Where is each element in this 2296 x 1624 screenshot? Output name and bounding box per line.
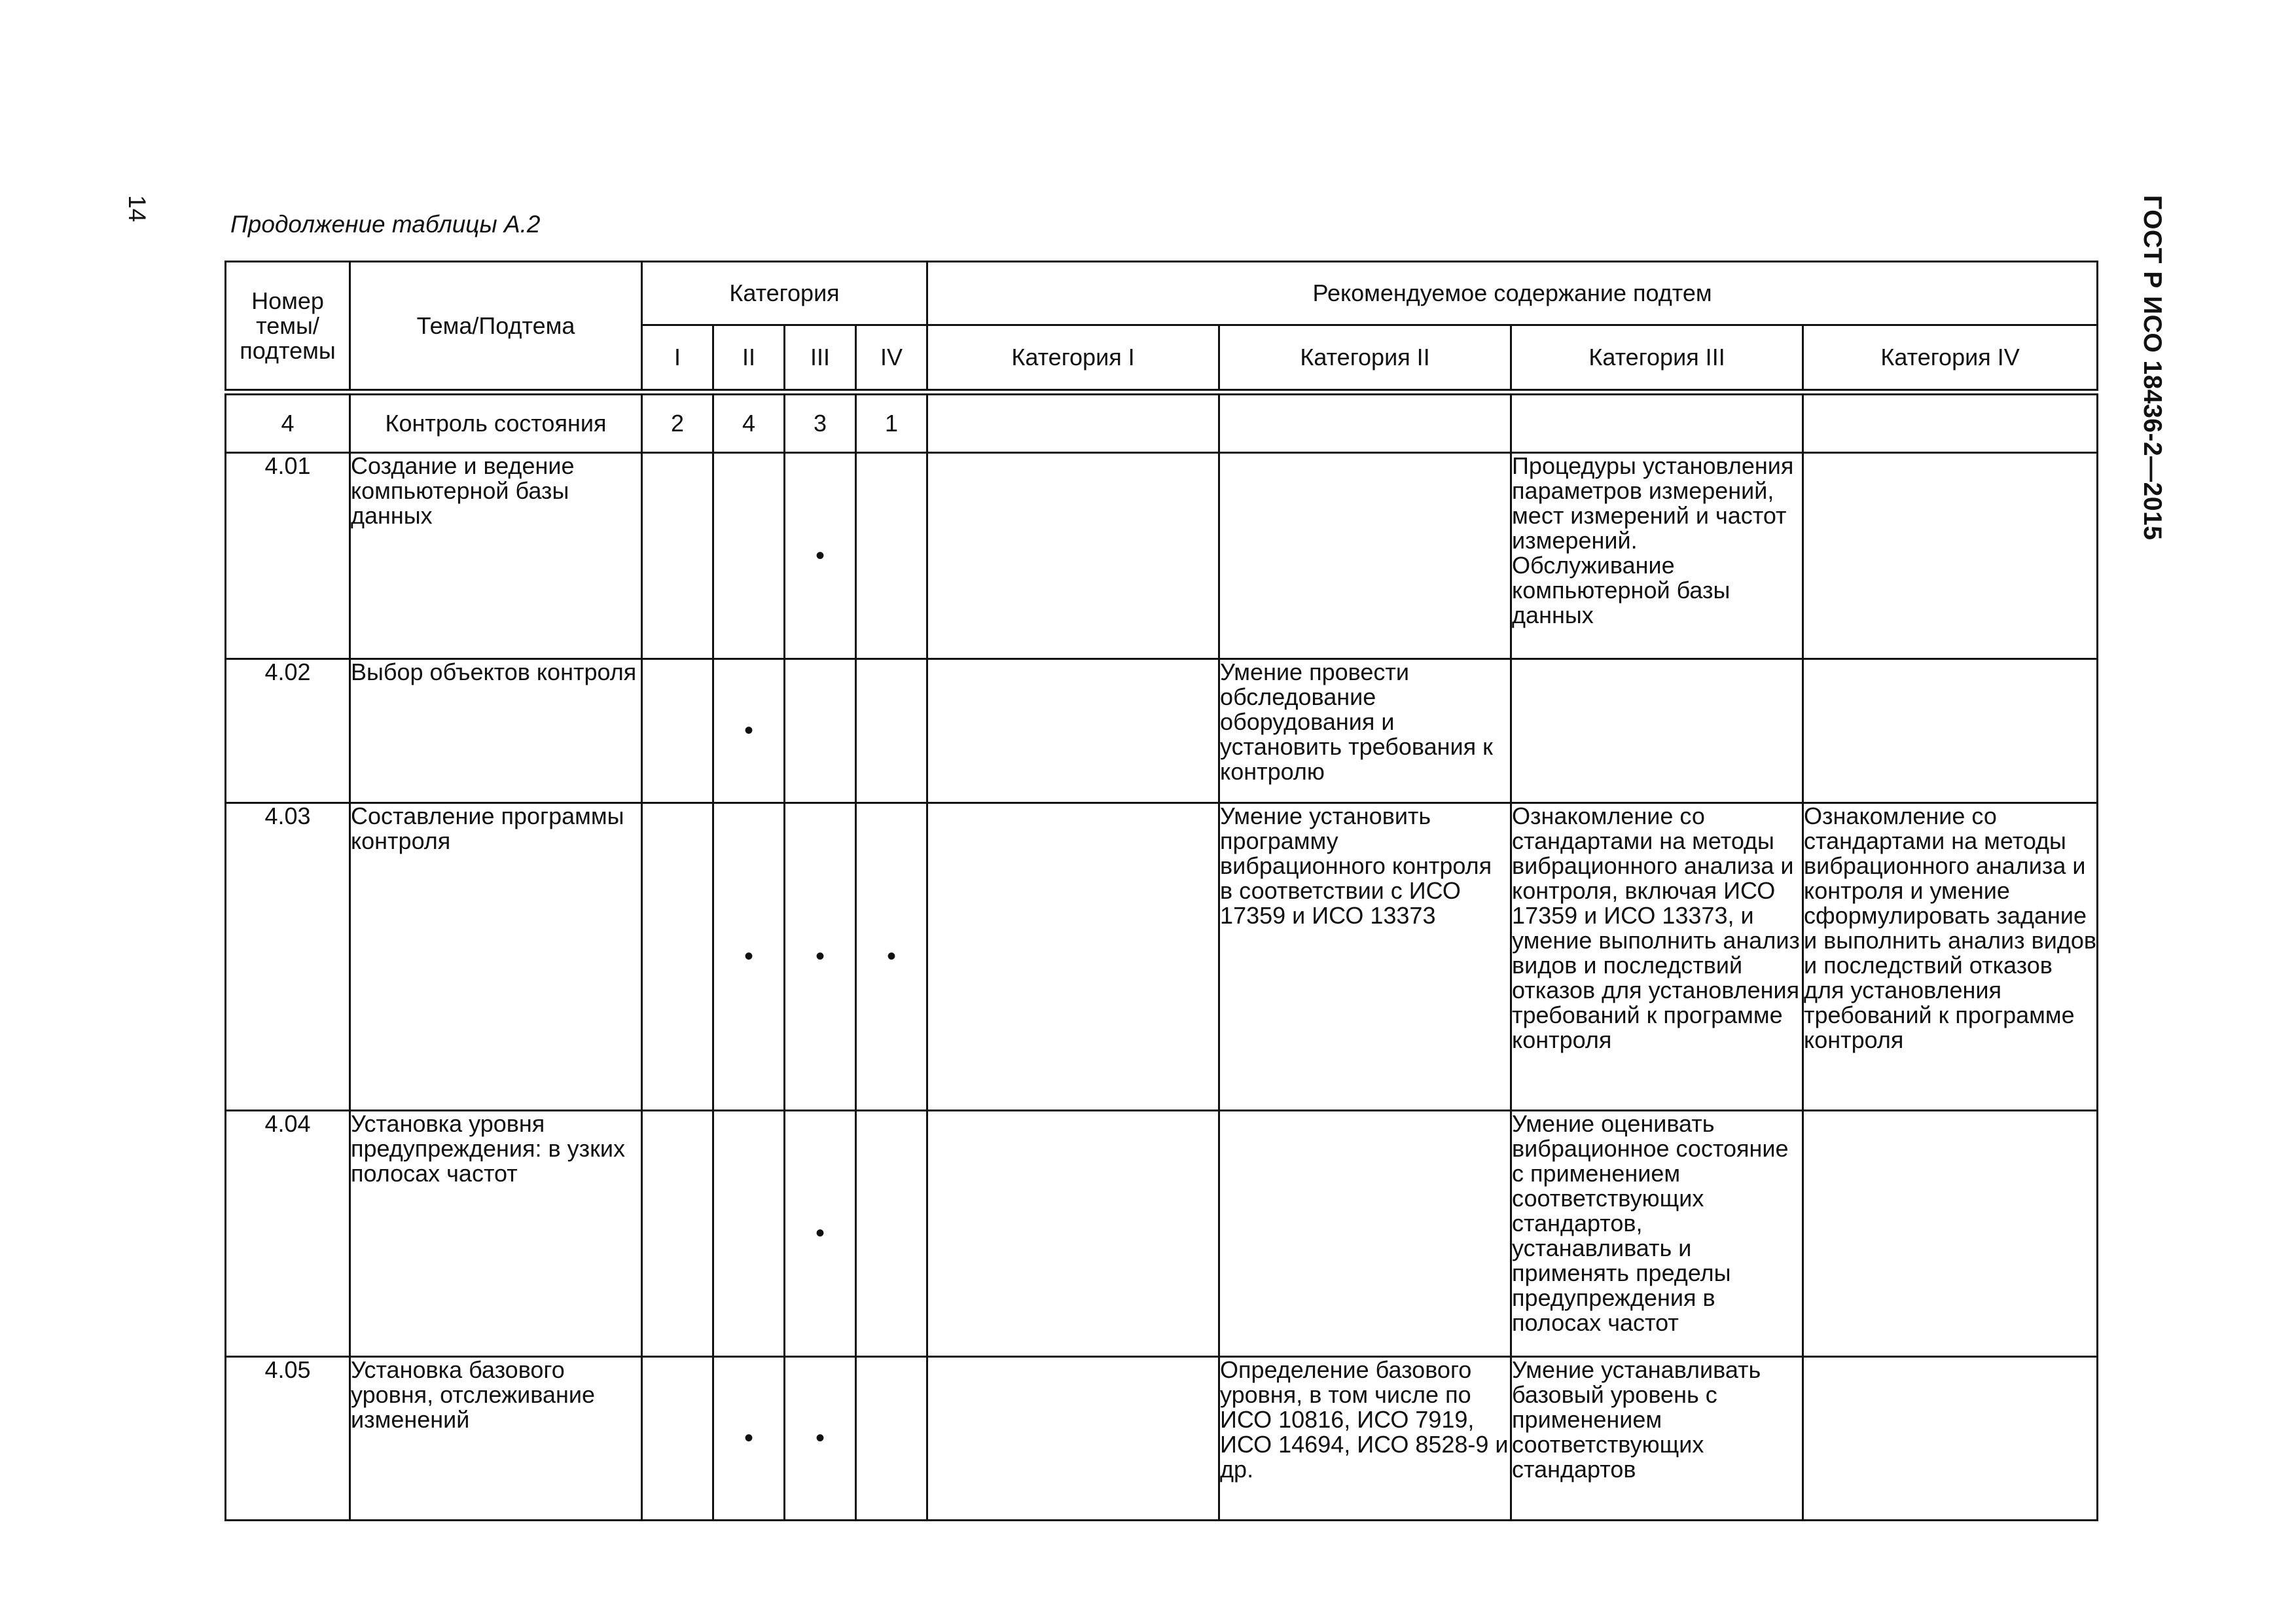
content-cell: Ознакомление со стандартами на методы вибрационного анализа и контроля, включая ИСО 17359 и ИСО 13373, и умение выполнить анализ видов и последствий отказов для установления требований к программе контроля — [1511, 803, 1803, 1110]
content-cell — [1803, 392, 2098, 452]
content-cell — [1803, 452, 2098, 659]
table-row — [226, 392, 2098, 452]
category-count: 1 — [856, 392, 927, 452]
header-recommended-content: Рекомендуемое содержание подтем — [927, 262, 2098, 325]
row-topic: Создание и ведение компьютерной базы данных — [350, 452, 642, 659]
table-row — [226, 659, 2098, 803]
category-mark: • — [785, 1110, 856, 1356]
standard-designation: ГОСТ Р ИСО 18436-2—2015 — [2138, 195, 2166, 541]
table-caption: Продолжение таблицы А.2 — [230, 211, 541, 238]
category-mark: • — [713, 659, 785, 803]
content-cell — [927, 1356, 1219, 1520]
category-mark — [642, 452, 713, 659]
header-number: Номер темы/ подтемы — [226, 262, 350, 393]
category-count: 2 — [642, 392, 713, 452]
content-cell — [927, 803, 1219, 1110]
header-cat-roman: I — [642, 325, 713, 393]
header-topic: Тема/Подтема — [350, 262, 642, 393]
topics-table — [224, 261, 2098, 1521]
category-mark: • — [713, 1356, 785, 1520]
row-topic: Контроль состояния — [350, 392, 642, 452]
content-cell — [927, 659, 1219, 803]
table-row — [226, 1110, 2098, 1356]
category-mark — [642, 659, 713, 803]
content-cell: Ознакомление со стандартами на методы вибрационного анализа и контроля и умение сформулировать задание и выполнить анализ видов и последствий отказов для установления требований к программе контроля — [1803, 803, 2098, 1110]
content-cell — [927, 452, 1219, 659]
table-row — [226, 1356, 2098, 1520]
category-mark: • — [713, 803, 785, 1110]
content-cell: Процедуры установления параметров измерений, мест измерений и частот измерений. Обслуживание компьютерной базы данных — [1511, 452, 1803, 659]
header-row — [226, 262, 2098, 325]
content-cell — [1219, 452, 1511, 659]
content-cell — [1803, 659, 2098, 803]
content-cell: Умение установить программу вибрационного контроля в соответствии с ИСО 17359 и ИСО 13373 — [1219, 803, 1511, 1110]
content-cell — [1511, 392, 1803, 452]
table-row — [226, 452, 2098, 659]
header-category: Категория — [642, 262, 927, 325]
header-content-category: Категория IV — [1803, 325, 2098, 393]
row-topic: Выбор объектов контроля — [350, 659, 642, 803]
category-mark — [642, 1356, 713, 1520]
category-mark: • — [856, 803, 927, 1110]
category-mark — [856, 1110, 927, 1356]
content-cell — [1803, 1110, 2098, 1356]
content-cell: Умение оценивать вибрационное состояние с применением соответствующих стандартов, устанавливать и применять пределы предупреждения в полосах частот — [1511, 1110, 1803, 1356]
header-content-category: Категория III — [1511, 325, 1803, 393]
header-cat-roman: IV — [856, 325, 927, 393]
category-mark — [856, 659, 927, 803]
content-cell — [927, 1110, 1219, 1356]
table-row — [226, 803, 2098, 1110]
content-cell — [1219, 392, 1511, 452]
header-cat-roman: III — [785, 325, 856, 393]
content-cell: Определение базового уровня, в том числе по ИСО 10816, ИСО 7919, ИСО 14694, ИСО 8528-9 и др. — [1219, 1356, 1511, 1520]
row-number: 4.03 — [226, 803, 350, 1110]
category-mark — [713, 1110, 785, 1356]
row-number: 4.05 — [226, 1356, 350, 1520]
header-content-category: Категория I — [927, 325, 1219, 393]
content-cell — [927, 392, 1219, 452]
category-mark — [713, 452, 785, 659]
category-mark — [642, 803, 713, 1110]
page-number: 14 — [124, 195, 151, 223]
header-content-category: Категория II — [1219, 325, 1511, 393]
category-mark: • — [785, 452, 856, 659]
category-count: 3 — [785, 392, 856, 452]
content-cell: Умение провести обследование оборудования и установить требования к контролю — [1219, 659, 1511, 803]
category-mark — [785, 659, 856, 803]
content-cell — [1219, 1110, 1511, 1356]
header-cat-roman: II — [713, 325, 785, 393]
category-mark: • — [785, 803, 856, 1110]
row-number: 4.01 — [226, 452, 350, 659]
content-cell — [1511, 659, 1803, 803]
category-mark — [642, 1110, 713, 1356]
category-count: 4 — [713, 392, 785, 452]
row-topic: Установка базового уровня, отслеживание изменений — [350, 1356, 642, 1520]
category-mark — [856, 1356, 927, 1520]
row-topic: Составление программы контроля — [350, 803, 642, 1110]
content-cell — [1803, 1356, 2098, 1520]
content-cell: Умение устанавливать базовый уровень с применением соответствующих стандартов — [1511, 1356, 1803, 1520]
row-number: 4 — [226, 392, 350, 452]
row-number: 4.04 — [226, 1110, 350, 1356]
row-topic: Установка уровня предупреждения: в узких полосах частот — [350, 1110, 642, 1356]
row-number: 4.02 — [226, 659, 350, 803]
category-mark: • — [785, 1356, 856, 1520]
category-mark — [856, 452, 927, 659]
